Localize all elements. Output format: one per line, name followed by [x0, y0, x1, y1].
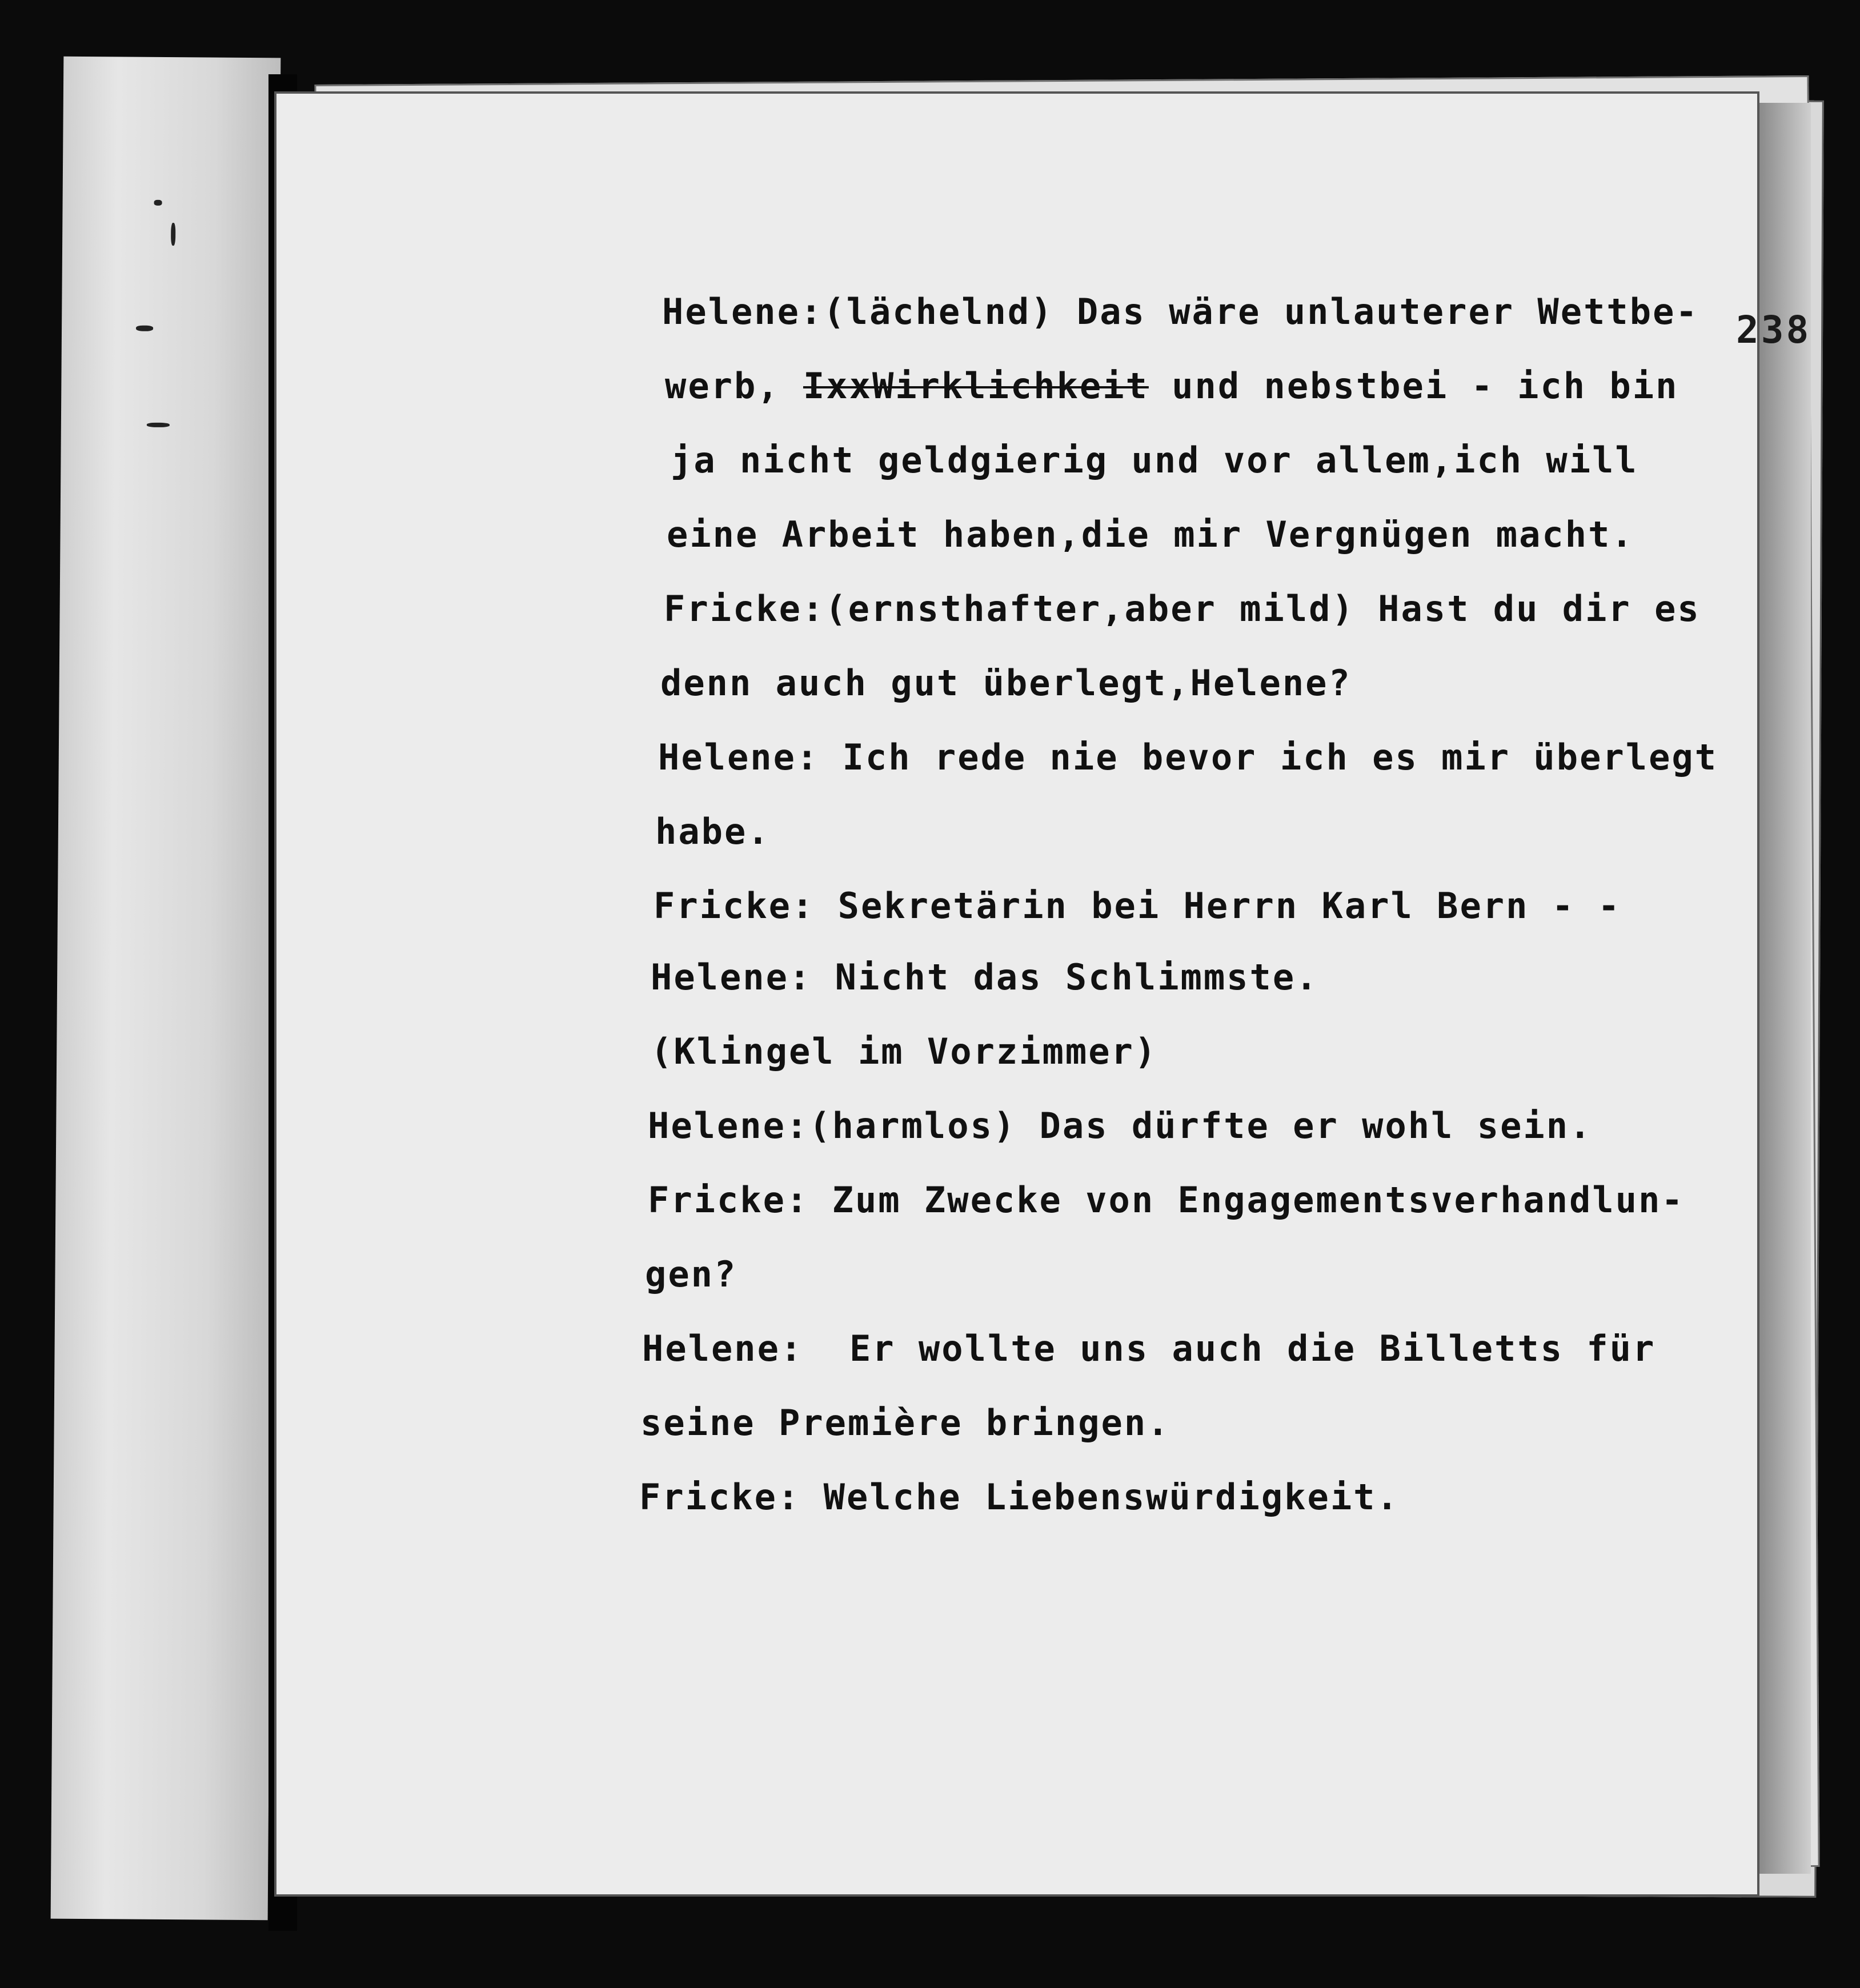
text-line: eine Arbeit haben,die mir Vergnügen macht. [667, 514, 1634, 555]
ink-mark [171, 223, 175, 246]
typed-page [274, 91, 1811, 1897]
text-line: seine Première bringen. [640, 1402, 1170, 1444]
ink-mark [136, 326, 153, 331]
text-line: Helene: Nicht das Schlimmste. [651, 956, 1319, 998]
text-line-start: werb, [665, 365, 803, 407]
page-edge [1759, 103, 1811, 1874]
text-line: Helene:(harmlos) Das dürfte er wohl sein. [648, 1105, 1593, 1147]
text-line: Fricke: Welche Liebenswürdigkeit. [639, 1476, 1400, 1518]
text-line: Helene:(lächelnd) Das wäre unlauterer Wettbe- [662, 291, 1699, 332]
text-line: (Klingel im Vorzimmer) [651, 1031, 1158, 1072]
struck-out-text: IxxWirklichkeit [803, 365, 1149, 407]
text-line: denn auch gut überlegt,Helene? [660, 662, 1352, 704]
text-line: Helene: Er wollte uns auch die Billetts für [642, 1328, 1656, 1369]
text-line: Fricke:(ernsthafter,aber mild) Hast du dir es [664, 588, 1701, 630]
text-line: Fricke: Sekretärin bei Herrn Karl Bern - - [654, 885, 1621, 927]
page-number: 238 [1736, 308, 1811, 352]
text-line-end: und nebstbei - ich bin [1148, 365, 1679, 407]
text-line: habe. [655, 811, 771, 852]
ink-mark [154, 200, 162, 206]
left-paper-strip [51, 57, 281, 1921]
text-line: Helene: Ich rede nie bevor ich es mir überlegt [658, 736, 1718, 778]
ink-mark [147, 423, 170, 427]
text-line: ja nicht geldgierig und vor allem,ich will [671, 439, 1638, 481]
text-line: Fricke: Zum Zwecke von Engagementsverhandlun- [648, 1179, 1685, 1221]
text-line: gen? [645, 1253, 737, 1295]
text-line [665, 365, 1678, 407]
